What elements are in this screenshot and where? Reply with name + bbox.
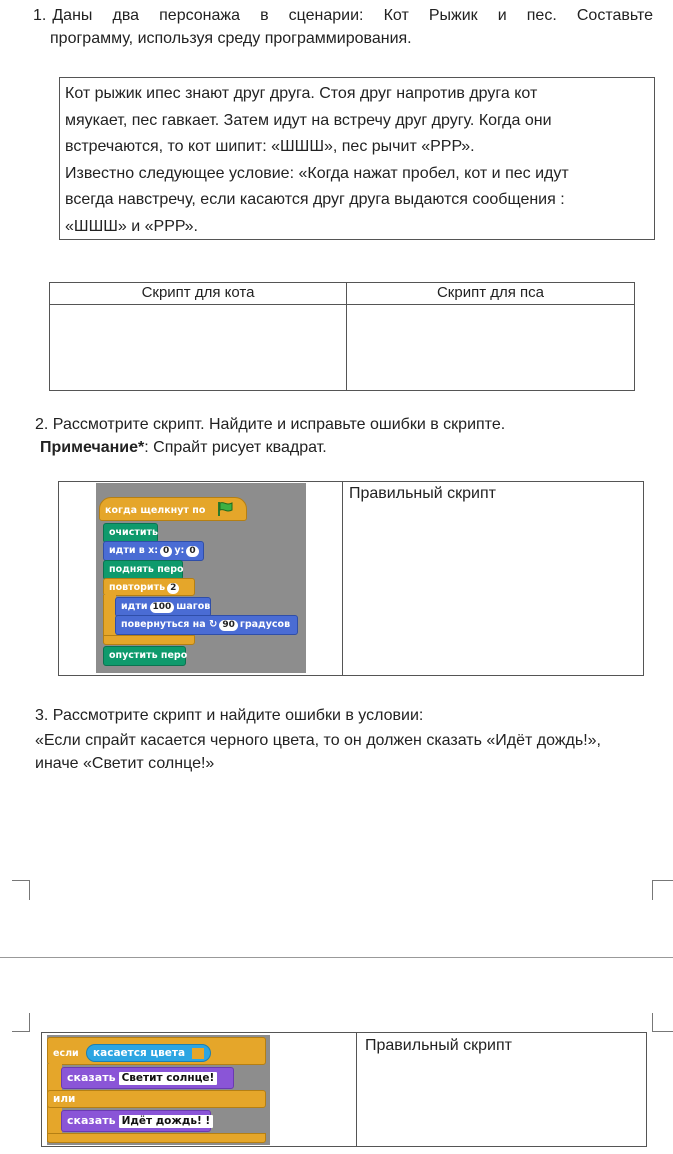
block-clear: [103, 523, 158, 543]
repeat-count: 2: [167, 583, 179, 594]
crop-mark-bottom-right: [652, 1013, 673, 1032]
table-header-dog: [346, 282, 635, 305]
repeat-label: повторить: [109, 582, 166, 593]
say1-text: Светит солнце!: [119, 1072, 218, 1085]
goto-y-label: y:: [174, 545, 185, 556]
block-touching-color: [86, 1044, 211, 1062]
turn-label: повернуться на: [121, 619, 206, 630]
cat-script-cell[interactable]: [49, 304, 347, 391]
move-unit: шагов: [176, 601, 211, 612]
task2-note-label: Примечание*: [40, 439, 145, 456]
pen-down-label: опустить перо: [109, 650, 188, 661]
turn-degrees-value: 90: [219, 620, 238, 631]
scripts-table: [49, 282, 635, 391]
move-label: идти: [121, 601, 148, 612]
task3-number: 3.: [35, 707, 49, 724]
dog-script-cell[interactable]: [346, 304, 635, 391]
block-repeat: [103, 578, 195, 596]
dog-script-header: Скрипт для пса: [436, 284, 545, 301]
task3-text: Рассмотрите скрипт и найдите ошибки в условии:: [52, 707, 424, 724]
crop-mark-top-right: [652, 880, 673, 900]
task3-correct-cell[interactable]: [356, 1032, 647, 1147]
task2-script-cell: [58, 481, 343, 676]
block-move-steps: [115, 597, 211, 617]
scenario-line-2: мяукает, пес гавкает. Затем идут на встречу друг другу. Когда они: [65, 111, 552, 129]
scenario-line-5: всегда навстречу, если касаются друг друга выдаются сообщения :: [65, 191, 565, 208]
say2-label: сказать: [67, 1114, 116, 1127]
task2-text: Рассмотрите скрипт. Найдите и исправьте ошибки в скрипте.: [52, 416, 506, 433]
block-repeat-end: [103, 635, 195, 645]
touching-color-label: касается цвета: [93, 1047, 186, 1059]
task3-script-cell: [41, 1032, 357, 1147]
block-if: [47, 1037, 266, 1065]
else-label: или: [53, 1093, 76, 1105]
task3-condition-line1: «Если спрайт касается черного цвета, то он должен сказать «Идёт дождь!»,: [35, 732, 601, 749]
goto-x-value: 0: [160, 546, 172, 557]
task1-number: 1.: [33, 7, 47, 24]
crop-mark-top-left: [12, 880, 30, 900]
say2-text: Идёт дождь! !: [119, 1115, 214, 1128]
task2-correct-cell[interactable]: [342, 481, 644, 676]
goto-label: идти в x:: [109, 545, 159, 556]
turn-unit: градусов: [239, 619, 291, 630]
block-goto-xy: [103, 541, 204, 561]
task3-scratch-image: [47, 1035, 270, 1145]
task2-note-text: : Спрайт рисует квадрат.: [144, 439, 327, 456]
block-if-end: [47, 1133, 266, 1143]
move-steps-value: 100: [150, 602, 175, 613]
task1-line1: Даны два персонажа в сценарии: Кот Рыжик и пес. Составьте: [52, 7, 653, 24]
clear-label: очистить: [109, 527, 159, 538]
hat-label: когда щелкнут по: [105, 505, 206, 516]
color-swatch-icon: [192, 1048, 204, 1059]
table-header-cat: [49, 282, 347, 305]
block-when-flag-clicked: [99, 497, 247, 521]
block-pen-up: [103, 560, 183, 580]
block-turn-degrees: [115, 615, 298, 635]
task2-heading: [35, 413, 665, 459]
turn-right-icon: ↻: [208, 619, 218, 630]
cat-script-header: Скрипт для кота: [141, 284, 255, 301]
task2-scratch-image: [96, 483, 306, 673]
scenario-line-6: «ШШШ» и «РРР».: [65, 217, 198, 235]
task1-heading: [33, 4, 653, 50]
scenario-box: [59, 77, 655, 240]
block-say-rain: [61, 1110, 211, 1132]
page-separator: [0, 957, 673, 958]
goto-y-value: 0: [186, 546, 198, 557]
task3-heading: [35, 704, 670, 775]
crop-mark-bottom-left: [12, 1013, 30, 1032]
task3-condition-line2: иначе «Светит солнце!»: [35, 755, 215, 772]
task1-line2: программу, используя среду программирования.: [50, 30, 412, 47]
say1-label: сказать: [67, 1071, 116, 1084]
scenario-line-1: Кот рыжик ипес знают друг друга. Стоя друг напротив друга кот: [65, 85, 538, 102]
scenario-line-3: встречаются, то кот шипит: «ШШШ», пес рычит «РРР».: [65, 138, 475, 155]
task2-table: [58, 481, 644, 676]
if-label: если: [53, 1048, 79, 1059]
pen-up-label: поднять перо: [109, 564, 184, 575]
block-say-sun: [61, 1067, 234, 1089]
task3-table: [41, 1032, 647, 1147]
scenario-line-4: Известно следующее условие: «Когда нажат пробел, кот и пес идут: [65, 164, 569, 182]
block-else: [47, 1090, 266, 1108]
task2-number: 2.: [35, 416, 49, 433]
task2-correct-label: Правильный скрипт: [349, 485, 496, 502]
green-flag-icon: [216, 501, 234, 522]
block-pen-down: [103, 646, 186, 666]
task3-correct-label: Правильный скрипт: [365, 1037, 512, 1054]
